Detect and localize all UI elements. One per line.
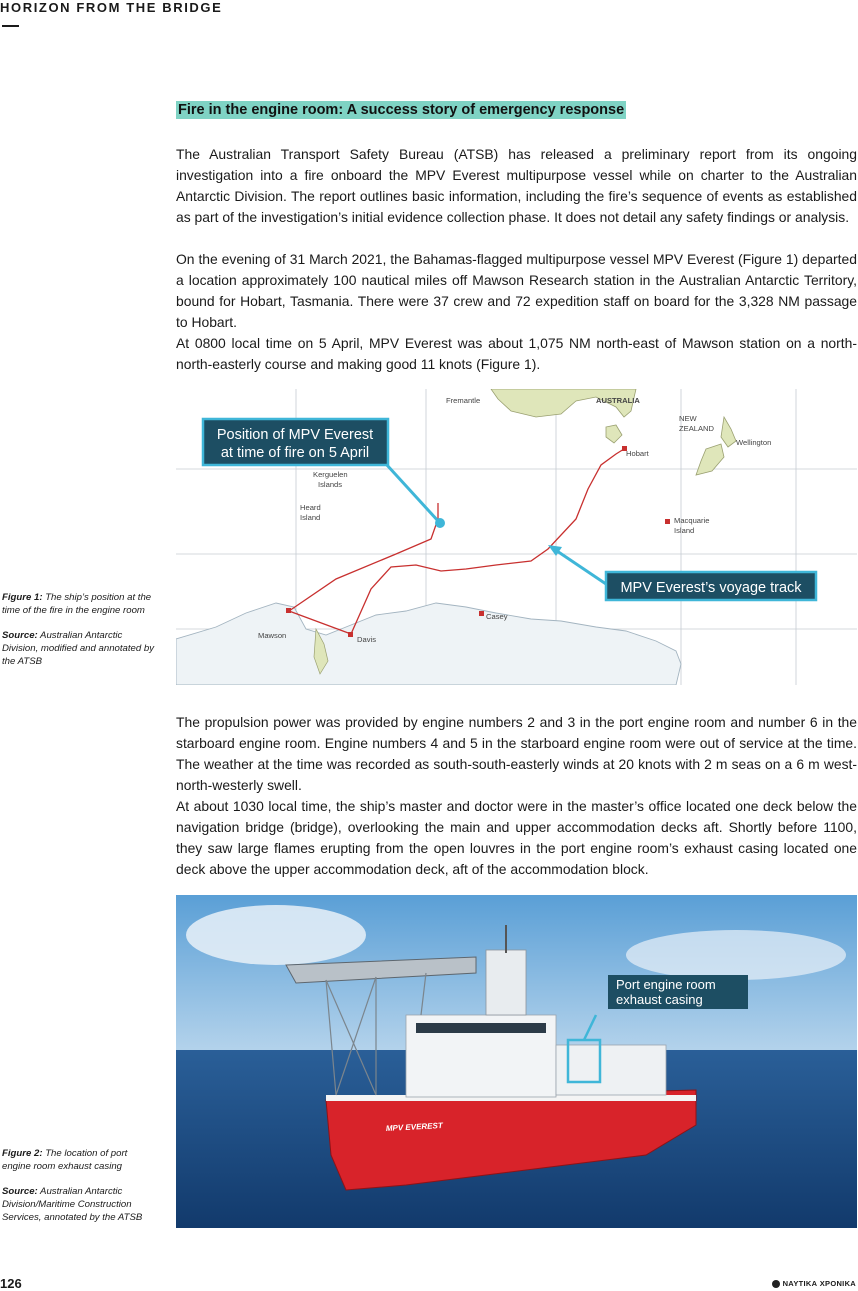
article-title: Fire in the engine room: A success story of emergency response	[178, 102, 625, 118]
header-rule	[2, 25, 19, 27]
brand-logo-icon	[772, 1280, 780, 1288]
label-mawson: Mawson	[258, 631, 287, 640]
figure-1-caption	[2, 591, 157, 680]
position-marker	[435, 518, 445, 528]
voyage-map	[176, 389, 857, 685]
figure-2-ship-photo	[176, 895, 857, 1228]
figure-2-label: Figure 2:	[2, 1148, 43, 1159]
figure-1-source-label: Source:	[2, 630, 38, 641]
label-zealand: ZEALAND	[679, 424, 715, 433]
label-australia: AUSTRALIA	[596, 396, 640, 405]
position-callout-line2: at time of fire on 5 April	[220, 445, 370, 461]
figure-1-label: Figure 1:	[2, 592, 43, 603]
brand-name: ΝΑΥΤΙΚΑ ΧΡΟΝΙΚΑ	[782, 1279, 856, 1288]
label-heard: Heard	[300, 503, 321, 512]
publication-brand	[772, 1279, 856, 1288]
label-new: NEW	[679, 414, 697, 423]
figure-1-map	[176, 389, 857, 685]
label-macquarie-island: Island	[674, 526, 695, 535]
label-heard-island: Island	[300, 513, 321, 522]
label-hobart: Hobart	[626, 449, 649, 458]
figure-2-caption	[2, 1147, 157, 1236]
figure-1-source-text: Australian Antarctic Division, modified and annotated by the ATSB	[2, 630, 154, 667]
paragraph-propulsion: The propulsion power was provided by engine numbers 2 and 3 in the port engine room and number 6 in the starboard engine room. Engine numbers 4 and 5 in the starboard engine room were out of service at the time. The weather at the time was recorded as south-south-easterly winds at 20 knots with 2 m seas on a 6 m west-north-westerly swell.	[176, 714, 857, 793]
figure-2-caption-text: The location of port engine room exhaust casing	[2, 1148, 128, 1172]
track-callout-text: MPV Everest’s voyage track	[620, 580, 802, 596]
label-fremantle: Fremantle	[446, 396, 481, 405]
paragraph-position: At 0800 local time on 5 April, MPV Everest was about 1,075 NM north-east of Mawson station on a north-north-easterly course and making good 11 knots (Figure 1).	[176, 335, 857, 372]
exhaust-callout-line2: exhaust casing	[616, 992, 703, 1007]
label-kerguelen-islands: Islands	[318, 480, 343, 489]
ship-illustration	[176, 895, 857, 1228]
label-macquarie: Macquarie	[674, 516, 710, 525]
label-davis: Davis	[357, 635, 376, 644]
figure-2-source-text: Australian Antarctic Division/Maritime Construction Services, annotated by the ATSB	[2, 1186, 143, 1223]
paragraph-departure: On the evening of 31 March 2021, the Bahamas-flagged multipurpose vessel MPV Everest (Figure 1) departed a location approximately 100 nautical miles off Mawson Research station in the Australian Antarctic Territory, bound for Hobart, Tasmania. There were 37 crew and 72 expedition staff on board for the 3,328 NM passage to Hobart.	[176, 251, 857, 330]
page-number: 126	[0, 1276, 22, 1291]
label-kerguelen: Kerguelen	[313, 470, 348, 479]
ship-name-label: MPV EVEREST	[385, 1121, 443, 1133]
label-casey: Casey	[486, 612, 508, 621]
running-header: HORIZON FROM THE BRIDGE	[0, 0, 223, 15]
exhaust-callout-line1: Port engine room	[616, 977, 716, 992]
position-callout-line1: Position of MPV Everest	[216, 427, 374, 443]
paragraph-intro: The Australian Transport Safety Bureau (ATSB) has released a preliminary report from its ongoing investigation into a fire onboard the MPV Everest multipurpose vessel while on charter to the Australian Antarctic Division. The report outlines basic information, including the fire’s sequence of events as established as part of the investigation’s initial evidence collection phase. It does not detail any safety findings or analysis.	[176, 146, 857, 225]
paragraph-fire-discovery: At about 1030 local time, the ship’s master and doctor were in the master’s office located one deck below the navigation bridge (bridge), overlooking the main and upper accommodation decks aft. Shortly before 1100, they saw large flames erupting from the open louvres in the port engine room’s exhaust casing located one deck above the upper accommodation deck, aft of the accommodation block.	[176, 798, 857, 877]
figure-2-source-label: Source:	[2, 1186, 38, 1197]
label-wellington: Wellington	[736, 438, 772, 447]
figure-1-caption-text: The ship’s position at the time of the fire in the engine room	[2, 592, 152, 616]
